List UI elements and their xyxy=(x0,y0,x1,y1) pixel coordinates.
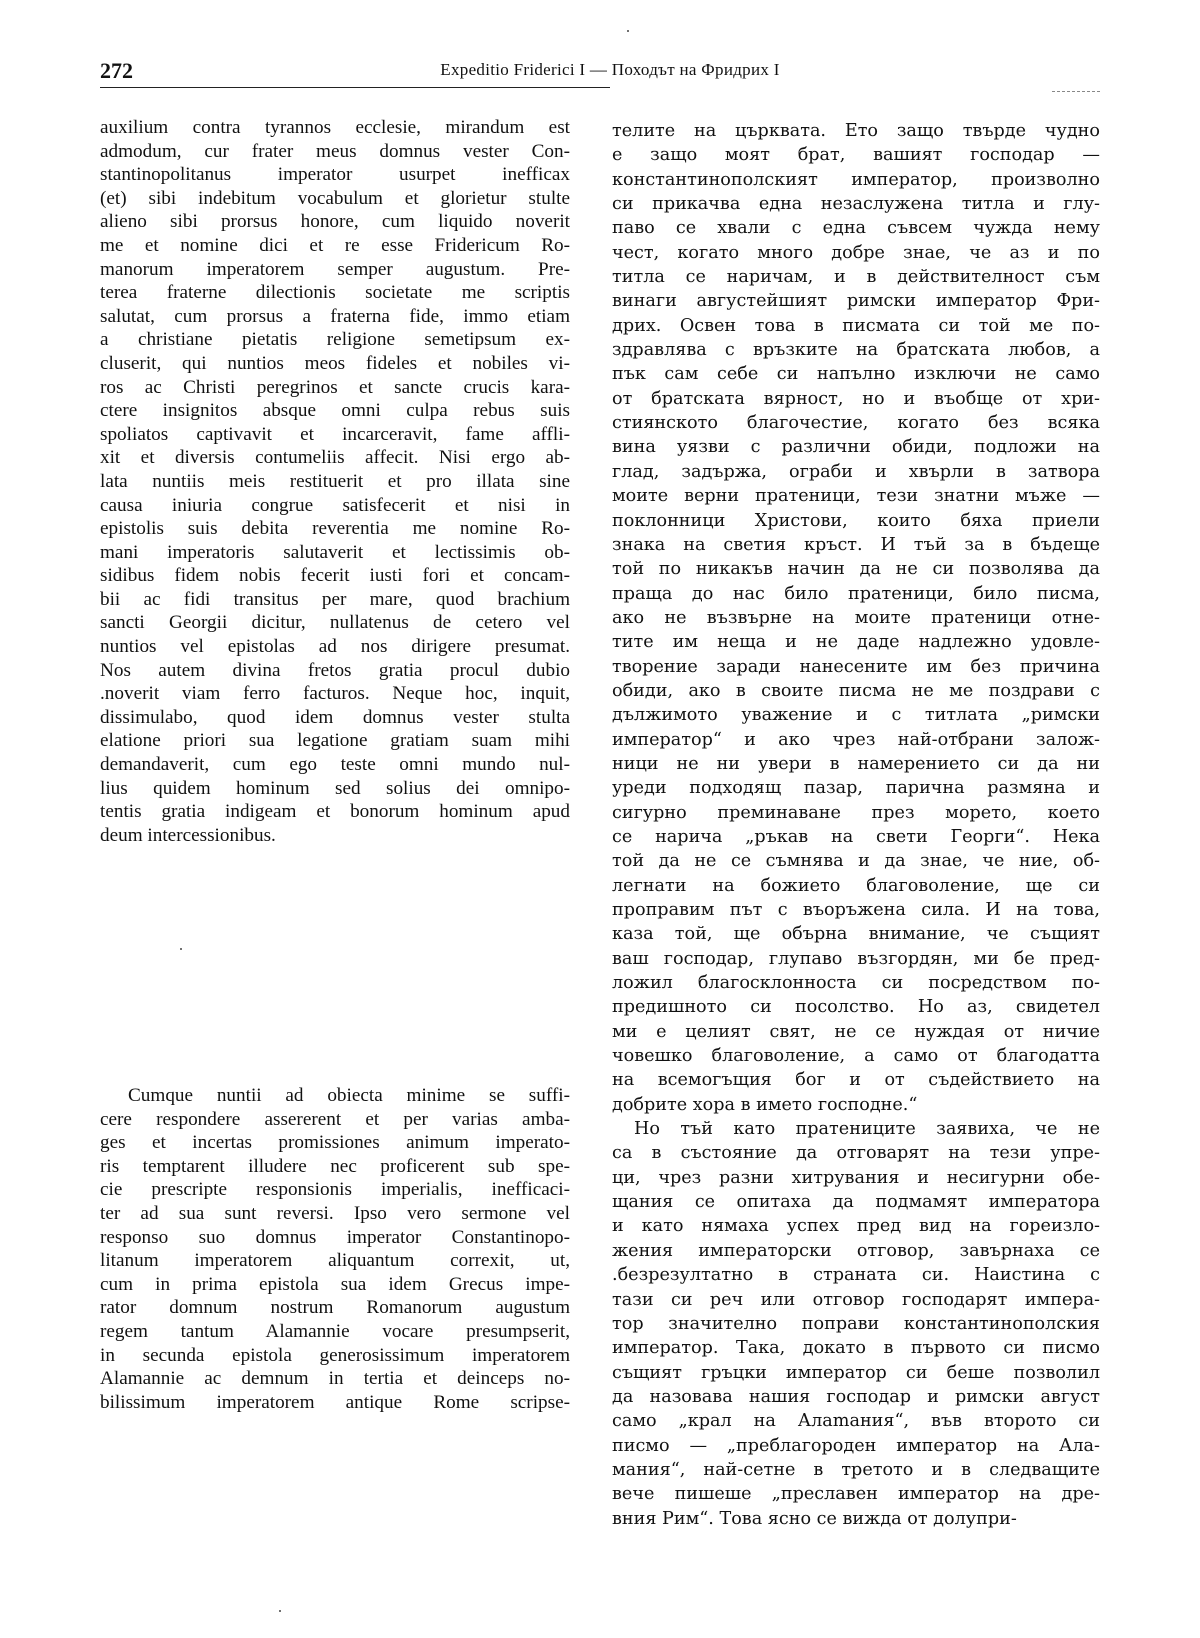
text-line: същият гръцки император си беше позволил xyxy=(612,1362,1100,1383)
running-title: Expeditio Friderici I — Походът на Фридрих I xyxy=(440,60,780,79)
text-line: cere respondere assererent et per varias amba- xyxy=(100,1108,570,1130)
text-line: император. Така, докато в първото си писмо xyxy=(612,1338,1100,1359)
text-line: човешко благоволение, а само от благодатта xyxy=(612,1046,1100,1067)
header-rule-tail xyxy=(1052,91,1100,92)
text-line: стиянското благочестие, когато без всяка xyxy=(612,413,1100,434)
text-line: bilissimum imperatorem antique Rome scripse- xyxy=(100,1391,570,1413)
text-line: sidibus fidem nobis fecerit iusti fori et concam- xyxy=(100,565,570,587)
text-line: ваш господар, глупаво възгордян, ми бе пред- xyxy=(612,948,1100,969)
text-line: тази си реч или отговор господарят импера- xyxy=(612,1289,1100,1310)
text-line: телите на църквата. Ето защо твърде чудно xyxy=(612,121,1100,141)
text-line: ми е целият свят, не се нуждая от ничие xyxy=(612,1021,1100,1042)
text-line: константинополският император, произволно xyxy=(612,169,1100,190)
text-line: elatione priori sua legatione gratiam suam mihi xyxy=(100,730,570,752)
text-line: Но тъй като пратениците заявиха, че не xyxy=(634,1119,1100,1140)
text-line: император“ и ако чрез най-отбрани залож- xyxy=(612,729,1100,750)
text-line: manorum imperatorem semper augustum. Pre- xyxy=(100,258,570,280)
text-line: lius quidem hominum sed solius dei omnipo- xyxy=(100,777,570,799)
text-line: пък сам себе си напълно изключи не само xyxy=(612,364,1100,385)
text-line: тите им неща и не даде надлежно удовле- xyxy=(612,632,1100,653)
text-line: моите верни пратеници, тези знатни мъже — xyxy=(612,486,1100,507)
text-line: глад, задържа, ограби и хвърли в затвора xyxy=(612,461,1100,482)
text-line: праща до нас било пратеници, било писма, xyxy=(612,583,1100,604)
latin-column-bottom xyxy=(100,1084,570,1414)
text-line: ници не ни увери в намерението си да ни xyxy=(612,753,1100,774)
text-line: е защо моят брат, вашият господар — xyxy=(612,145,1100,166)
text-line: salutat, cum prorsus a fraterna fide, immo etiam xyxy=(100,305,570,327)
text-line: me et nomine dici et re esse Fridericum Ro- xyxy=(100,234,570,256)
text-line: tentis gratia indigeam et bonorum hominum apud xyxy=(100,801,570,823)
text-line: здравлява с връзките на братската любов, а xyxy=(612,340,1100,361)
header-rule xyxy=(100,87,610,88)
text-line: admodum, cur frater meus domnus vester Con- xyxy=(100,140,570,162)
text-line: обиди, ако в своите писма не ме поздрави с xyxy=(612,680,1100,701)
text-line: ако не възвърне на моите пратеници отне- xyxy=(612,607,1100,628)
text-line: поклонници Христови, които бяха приели xyxy=(612,510,1100,531)
speck-mark xyxy=(279,1610,281,1612)
text-line: epistolis suis debita reverentia me nomine Ro- xyxy=(100,518,570,540)
text-line: винаги августейшият римски император Фри- xyxy=(612,291,1100,312)
text-line: вина уязви с различни обиди, подложи на xyxy=(612,437,1100,458)
text-line: от братската вярност, но и въобще от хри- xyxy=(612,388,1100,409)
text-line: само „крал на Алamания“, във второто си xyxy=(612,1411,1100,1432)
text-line: regem tantum Alamannie vocare presumpserit, xyxy=(100,1320,570,1342)
text-line: rator domnum nostrum Romanorum augustum xyxy=(100,1297,570,1319)
text-line: litanum imperatorem aliquantum correxit, ut, xyxy=(100,1250,570,1272)
text-line: ris temptarent illudere nec proficerent sub spe- xyxy=(100,1155,570,1177)
text-line: (et) sibi indebitum vocabulum et glorietur stulte xyxy=(100,187,570,209)
text-line: проправим път с въоръжена сила. И на това, xyxy=(612,900,1100,920)
text-line: nuntios vel epistolas ad nos dirigere presumat. xyxy=(100,636,570,658)
text-line: жения императорски отговор, завърнаха се xyxy=(612,1240,1100,1261)
text-line: паво се хвали с една съвсем чужда нему xyxy=(612,218,1100,239)
text-line: щания се опитаха да подмамят императора xyxy=(612,1192,1100,1213)
text-line: ros ac Christi peregrinos et sancte crucis kara- xyxy=(100,376,570,398)
text-line: Nos autem divina fretos gratia procul dubio xyxy=(100,659,570,681)
text-line: мания“, най-сетне в третото и в следващите xyxy=(612,1459,1100,1480)
latin-column-top xyxy=(100,116,570,847)
text-line: dissimulabo, quod idem domnus vester stulta xyxy=(100,706,570,728)
text-line: добрите хора в името господне.“ xyxy=(612,1094,918,1115)
text-line: sancti Georgii dicitur, nullatenus de cetero vel xyxy=(100,612,570,634)
text-line: вече пишеше „преславен император на дре- xyxy=(612,1484,1100,1505)
text-line: дрих. Освен това в писмата си той ме по- xyxy=(612,315,1100,336)
text-line: stantinopolitanus imperator usurpet inefficax xyxy=(100,164,570,186)
speck-mark xyxy=(627,30,629,32)
text-line: in secunda epistola generosissimum imperatorem xyxy=(100,1344,570,1366)
text-line: чест, когато много добре знае, че аз и по xyxy=(612,242,1100,263)
page-header xyxy=(100,58,1100,88)
text-line: a christiane pietatis religione semetipsum ex- xyxy=(100,329,570,351)
text-line: творение заради нанесените им без причина xyxy=(612,656,1100,677)
text-line: са в състояние да отговарят на тези упре- xyxy=(612,1143,1100,1164)
text-line: ложил благосклонноста си посредством по- xyxy=(612,973,1100,994)
text-line: и като нямаха успех пред вид на гореизло- xyxy=(612,1216,1100,1237)
text-line: вния Рим“. Това ясно се вижда от долупри- xyxy=(612,1508,1017,1529)
text-line: каза той, ще обърна внимание, че същият xyxy=(612,924,1100,945)
text-line: предишното си посолство. Но аз, свидетел xyxy=(612,997,1100,1018)
text-line: cum in prima epistola sua idem Grecus impe- xyxy=(100,1273,570,1295)
text-line: той да не се съмнява и да знае, че ние, об- xyxy=(612,851,1100,872)
text-line: ges et incertas promissiones animum imperato- xyxy=(100,1132,570,1154)
text-line: уреди подходящ пазар, парична размяна и xyxy=(612,778,1100,799)
text-line: auxilium contra tyrannos ecclesie, mirandum est xyxy=(100,117,570,138)
text-line: terea fraterne dilectionis societate me scriptis xyxy=(100,282,570,304)
text-line: cie prescripte responsionis imperialis, inefficaci- xyxy=(100,1179,570,1201)
text-line: ци, чрез разни хитрувания и несигурни обе- xyxy=(612,1167,1100,1188)
page-number: 272 xyxy=(100,58,133,83)
text-line: легнати на божието благоволение, ще си xyxy=(612,875,1100,896)
text-line: mani imperatoris salutaverit et lectissimis ob- xyxy=(100,541,570,563)
text-line: .noverit viam ferro facturos. Neque hoc, inquit, xyxy=(100,683,570,705)
text-line: знака на светия кръст. И тъй за в бъдеще xyxy=(612,534,1100,555)
text-line: ctere insignitos absque omni culpa rebus suis xyxy=(100,400,570,422)
text-line: ter ad sua sunt reversi. Ipso vero sermone vel xyxy=(100,1202,570,1224)
text-line: сигурно преминаване през морето, което xyxy=(612,802,1100,823)
speck-mark xyxy=(180,948,182,950)
text-line: cluserit, qui nuntios meos fideles et nobiles vi- xyxy=(100,352,570,374)
text-line: deum intercessionibus. xyxy=(100,824,276,846)
bulgarian-column xyxy=(612,119,1100,1531)
text-line: demandaverit, cum ego teste omni mundo nul- xyxy=(100,754,570,776)
text-line: lata nuntiis meis restituerit et pro illata sine xyxy=(100,470,570,492)
text-line: causa iniuria congrue satisfecerit et nisi in xyxy=(100,494,570,516)
text-line: той по никакъв начин да не си позволява да xyxy=(612,559,1100,580)
text-line: писмо — „преблагороден император на Ала- xyxy=(612,1435,1100,1456)
text-line: Alamannie ac demnum in tertia et deinceps no- xyxy=(100,1368,570,1390)
text-line: responso suo domnus imperator Constantinopo- xyxy=(100,1226,570,1248)
text-line: на всемогъщия бог и от съдействието на xyxy=(612,1070,1100,1091)
text-line: alieno sibi prorsus honore, cum liquido noverit xyxy=(100,211,570,233)
text-line: тор значително поправи константинополския xyxy=(612,1313,1100,1334)
text-line: титла се наричам, и в действителност съм xyxy=(612,267,1100,288)
text-line: си прикачва една незаслужена титла и глу- xyxy=(612,194,1100,215)
text-line: bii ac fidi transitus per mare, quod brachium xyxy=(100,588,570,610)
text-line: дължимото уважение и с титлата „римски xyxy=(612,705,1100,726)
text-line: да назовава нашия господар и римски август xyxy=(612,1386,1100,1407)
text-line: .безрезултатно в страната си. Наистина с xyxy=(612,1265,1100,1286)
text-line: се нарича „ръкав на свети Георги“. Нека xyxy=(612,826,1100,847)
text-line: xit et diversis contumeliis affecit. Nisi ergo ab- xyxy=(100,447,570,469)
text-line: spoliatos captivavit et incarceravit, fame affli- xyxy=(100,423,570,445)
text-line: Cumque nuntii ad obiecta minime se suffi- xyxy=(128,1085,570,1106)
